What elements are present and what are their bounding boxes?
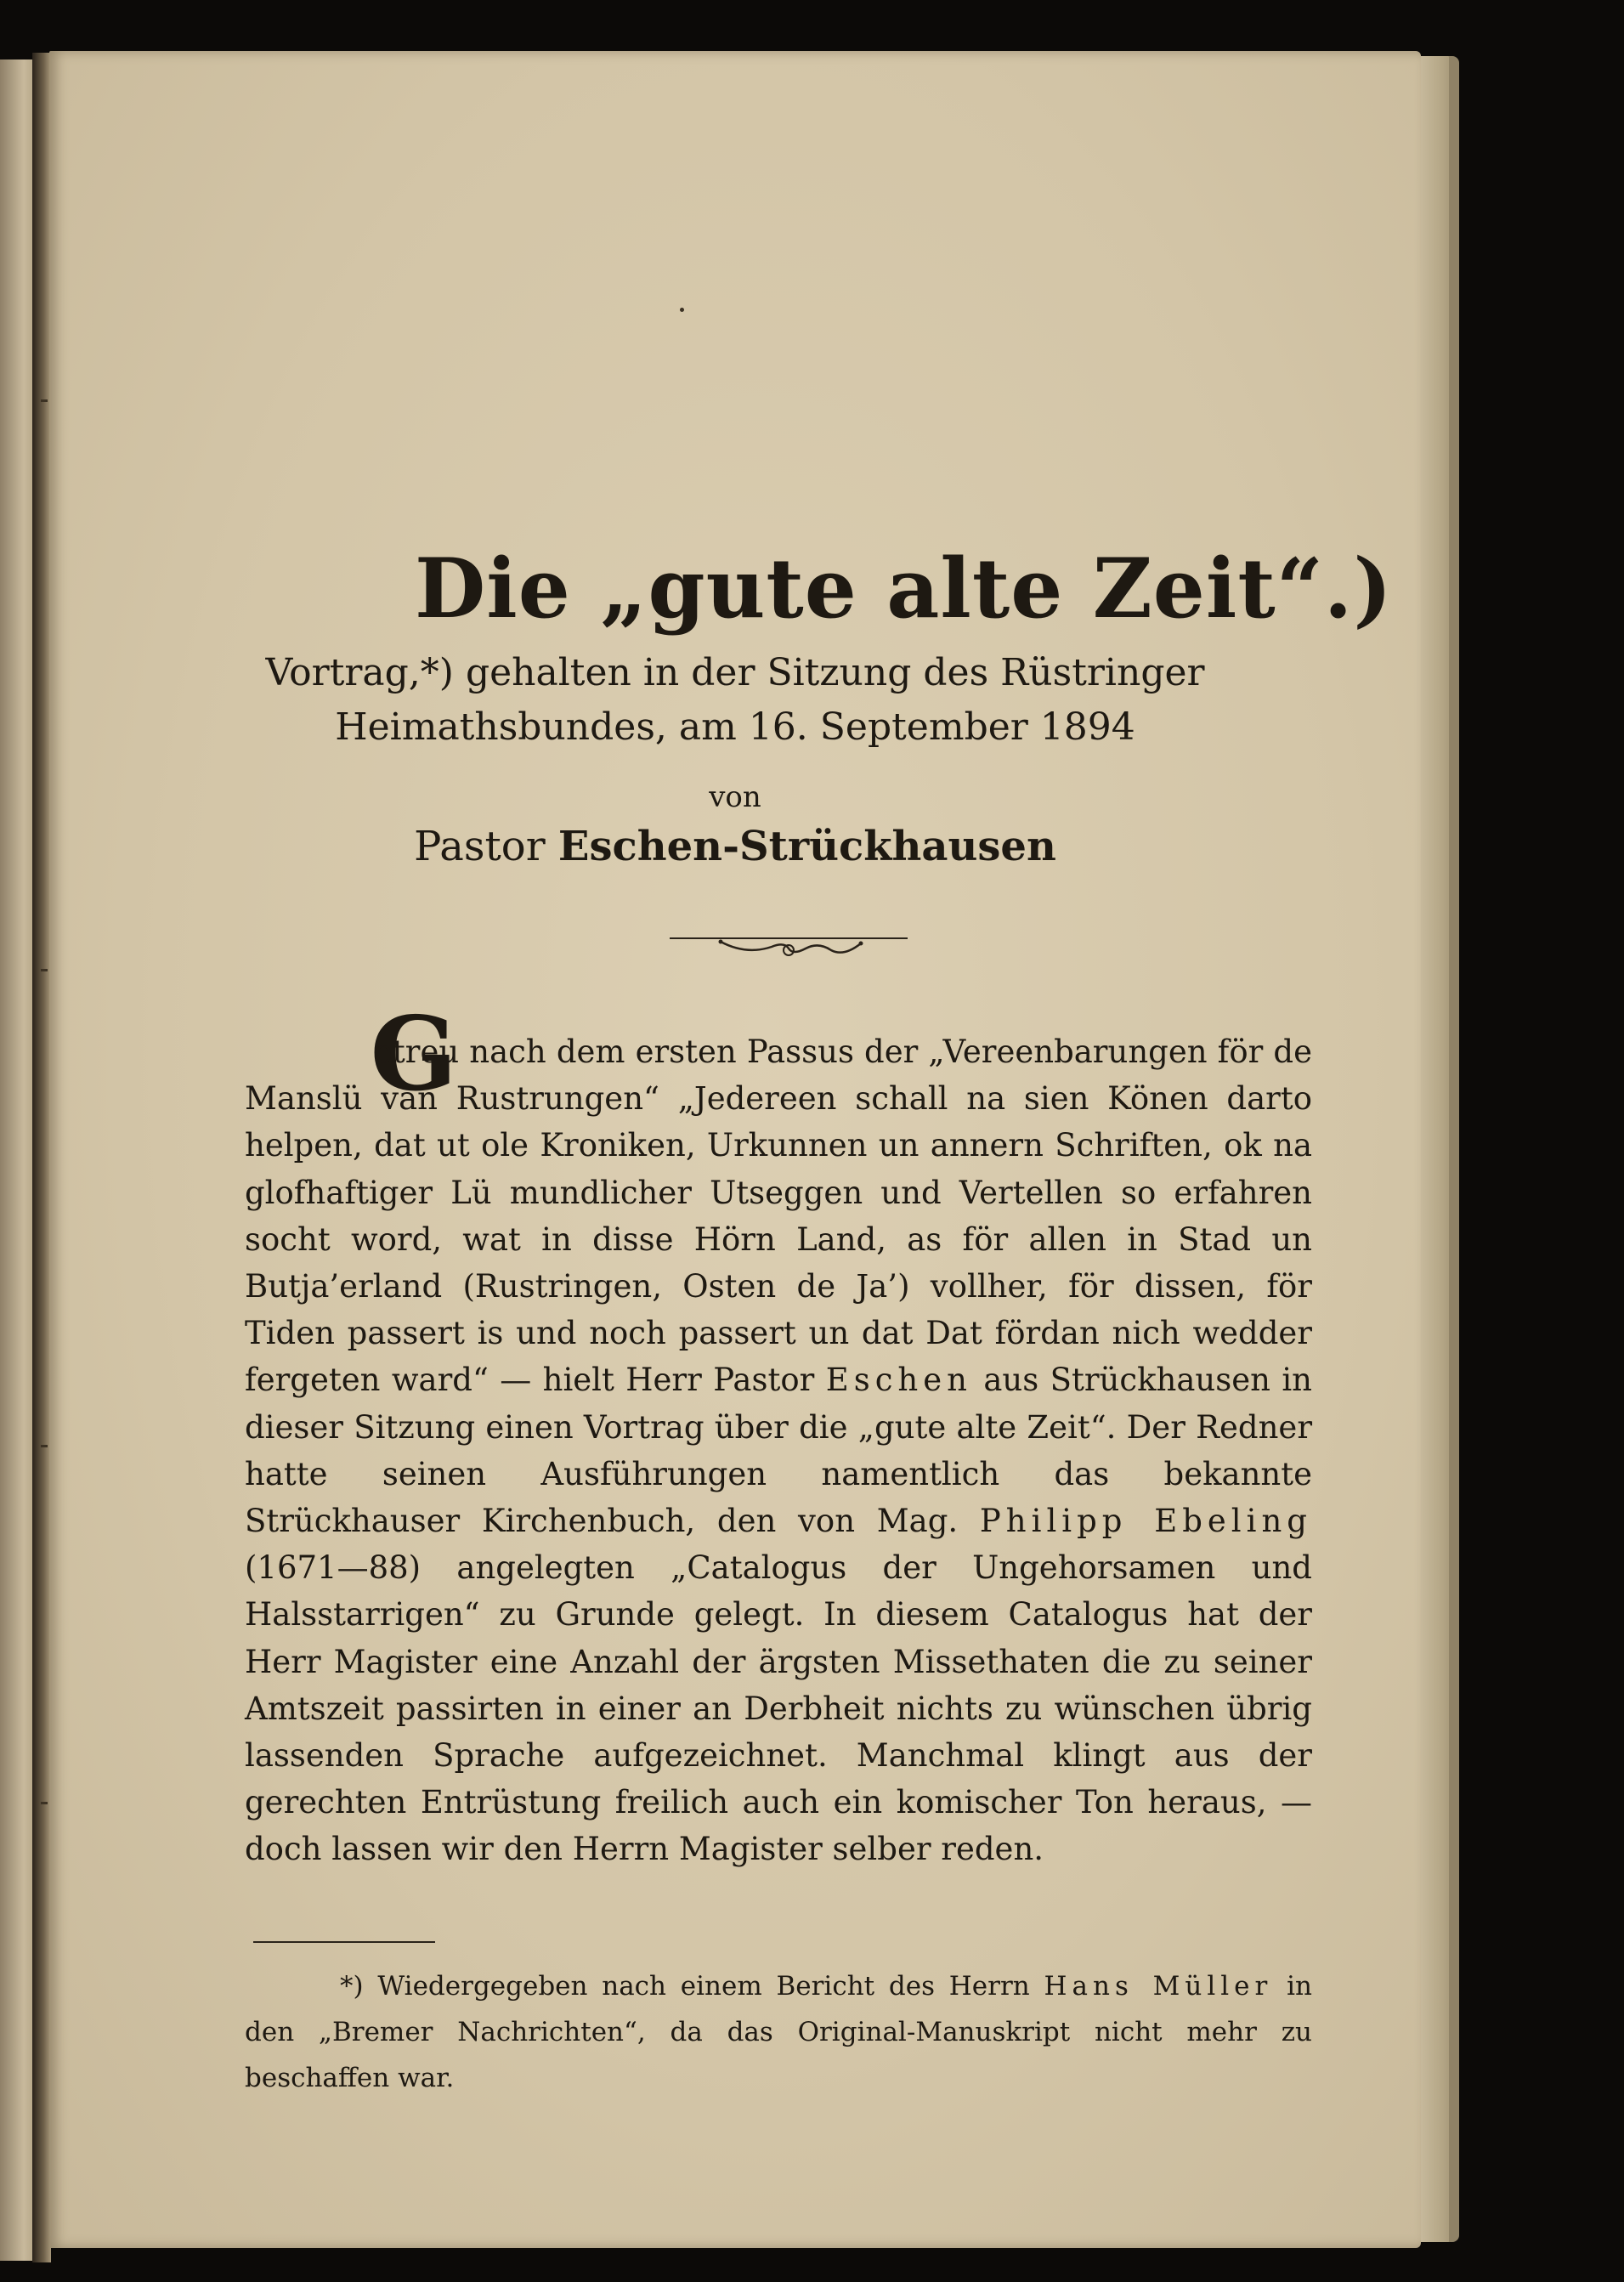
book-gutter <box>32 53 51 2262</box>
author-line <box>49 823 1421 870</box>
footnote-divider <box>253 1941 435 1943</box>
margin-mark <box>41 1445 48 1447</box>
subtitle-line-2: Heimathsbundes, am 16. September 1894 <box>335 705 1135 749</box>
margin-mark <box>41 969 48 971</box>
margin-mark <box>41 399 48 402</box>
body-text-part-3: (1671—88) angelegten „Catalogus der Ungehorsamen und Halsstarrigen“ zu Grunde gelegt. In diesem Catalogus hat der Herr Magister eine Anzahl der ärgsten Missethaten die zu seiner Amtszeit passirten in einer an Derbheit nichts zu wünschen übrig lassenden Sprache aufgezeichnet. Manchmal klingt aus der gerechten Entrüstung freilich auch ein komischer Ton heraus, — doch lassen wir den Herrn Magister selber reden. <box>245 1549 1312 1868</box>
article-title: Die „gute alte Zeit“.) <box>415 541 1393 637</box>
body-name-eschen: Eschen <box>825 1362 972 1399</box>
author-prefix: Pastor <box>414 823 546 870</box>
body-text-part-1: etreu nach dem ersten Passus der „Vereenbarungen för de Manslü van Rustrungen“ „Jedereen schall na sien Könen darto helpen, dat ut ole Kroniken, Urkunnen un annern Schriften, ok na glofhaftiger Lü mundlicher Utseggen und Vertellen so erfahren socht word, wat in disse Hörn Land, as för allen in Stad un Butja’erland (Rustringen, Osten de Ja’) vollher, för dissen, för Tiden passert is und noch passert un dat Dat fördan nich wedder fergeten ward“ — hielt Herr Pastor <box>245 1033 1312 1399</box>
body-name-ebeling: Philipp Ebeling <box>979 1503 1312 1540</box>
margin-mark <box>41 1802 48 1804</box>
body-paragraph <box>245 1028 1312 1873</box>
footnote-name: Hans Müller <box>1044 1971 1273 2002</box>
footnote-part-2: in den „Bremer Nachrichten“, da das Original-Manuskript nicht mehr zu beschaffen war. <box>245 1971 1313 2093</box>
page-stack-edge-outer <box>1449 56 1459 2242</box>
footnote <box>245 1963 1312 2101</box>
subtitle-line-1: Vortrag,*) gehalten in der Sitzung des Rüstringer <box>265 651 1205 694</box>
body-text-part-2: aus Strückhausen in dieser Sitzung einen Vortrag über die „gute alte Zeit“. Der Redner hatte seinen Ausführungen namentlich das bekannte Strückhauser Kirchenbuch, den von Mag. <box>245 1362 1312 1540</box>
paper-speck <box>680 308 684 312</box>
drop-cap-initial: G <box>370 994 457 1114</box>
author-name: Eschen-Strückhausen <box>557 823 1056 870</box>
footnote-part-1: *) Wiedergegeben nach einem Bericht des Herrn <box>340 1971 1030 2002</box>
book-page <box>49 51 1421 2248</box>
decorative-ornament-divider <box>670 930 908 964</box>
left-facing-page-edge <box>0 59 34 2261</box>
byline-von: von <box>709 780 761 814</box>
